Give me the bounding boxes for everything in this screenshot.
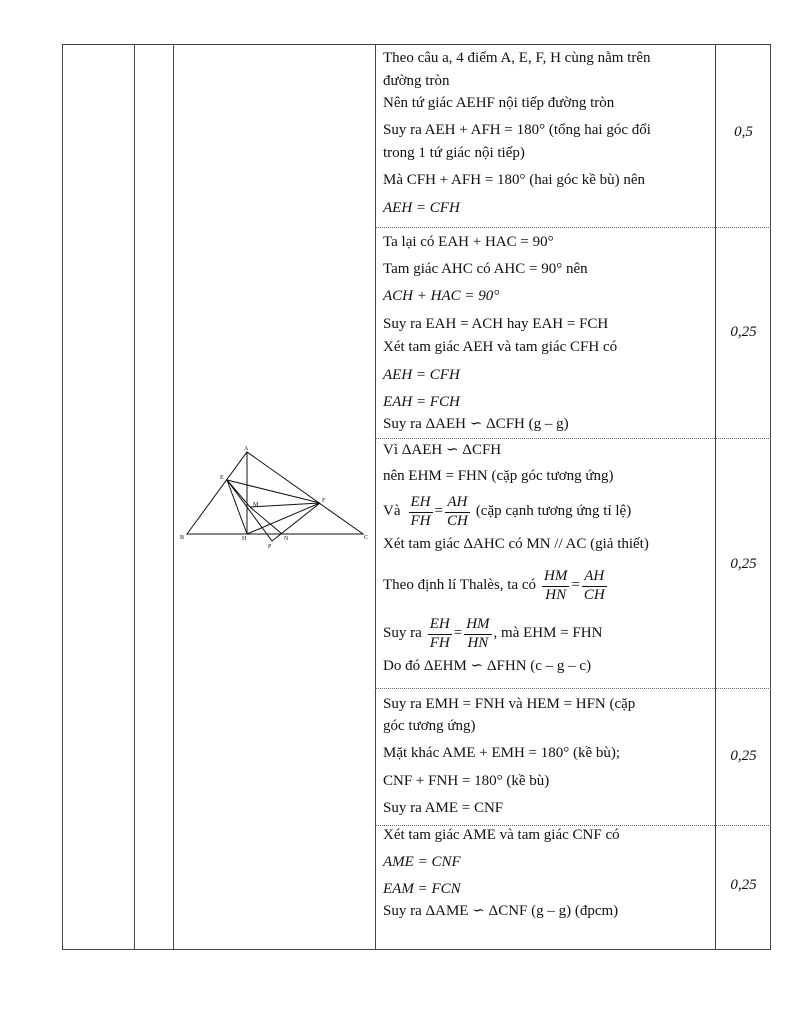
column-divider — [173, 44, 174, 950]
text-line: Suy ra ΔAEH ∽ ΔCFH (g – g) — [383, 416, 569, 432]
score-row-4: 0,25 — [730, 748, 757, 764]
text-line: Suy ra EAH = ACH hay EAH = FCH — [383, 316, 609, 332]
score-row-1: 0,5 — [734, 124, 753, 140]
text-fragment: (cặp cạnh tương ứng tỉ lệ) — [475, 503, 632, 520]
numerator: AH — [582, 568, 607, 586]
fraction-hm-hn — [542, 568, 569, 604]
numerator: EH — [409, 494, 433, 512]
numerator: AH — [445, 494, 470, 512]
text-line: ACH + HAC = 90° — [383, 288, 500, 304]
label-p: P — [268, 544, 272, 550]
text-line: Tam giác AHC có AHC = 90° nên — [383, 261, 588, 277]
segment-pf — [272, 503, 320, 541]
denominator: FH — [410, 512, 431, 529]
row-separator — [375, 825, 771, 826]
text-line: Vì ΔAEH ∽ ΔCFH — [383, 442, 502, 458]
text-line: Do đó ΔEHM ∽ ΔFHN (c – g – c) — [383, 658, 592, 674]
row-separator — [375, 438, 771, 439]
text-line: Nên tứ giác AEHF nội tiếp đường tròn — [383, 95, 615, 111]
label-h: H — [242, 536, 247, 542]
table-border-bottom — [62, 949, 771, 950]
table-border-right — [770, 44, 771, 950]
column-divider — [715, 44, 716, 950]
text-fragment: Theo định lí Thalès, ta có — [383, 577, 537, 594]
fraction-ah-ch — [582, 568, 607, 604]
segment-ch — [250, 503, 320, 507]
text-line: góc tương ứng) — [383, 718, 476, 734]
text-line: AEH = CFH — [383, 367, 460, 383]
text-line: Theo câu a, 4 điểm A, E, F, H cùng nằm trên — [383, 50, 651, 66]
row-4-text — [383, 696, 711, 822]
denominator: HN — [467, 634, 489, 651]
equals-sign: = — [453, 625, 463, 642]
row-5-text — [383, 827, 711, 925]
text-line: Suy ra AME = CNF — [383, 800, 504, 816]
text-line: AEH = CFH — [383, 200, 460, 216]
column-divider — [134, 44, 135, 950]
numerator: EH — [428, 616, 452, 634]
text-line: Suy ra AEH + AFH = 180° (tổng hai góc đối — [383, 122, 651, 138]
denominator: CH — [583, 586, 605, 603]
denominator: HN — [545, 586, 567, 603]
text-line: trong 1 tứ giác nội tiếp) — [383, 145, 525, 161]
text-line: AME = CNF — [383, 854, 461, 870]
numerator: HM — [542, 568, 569, 586]
text-line: đường tròn — [383, 73, 450, 89]
score-row-3: 0,25 — [730, 556, 757, 572]
text-line: EAM = FCN — [383, 881, 461, 897]
text-line — [383, 562, 711, 610]
denominator: CH — [446, 512, 468, 529]
row-1-text — [383, 50, 711, 222]
text-line — [383, 488, 711, 536]
row-separator — [375, 227, 771, 228]
text-fragment: Và — [383, 503, 401, 520]
fraction-eh-fh — [428, 616, 452, 652]
fraction-hm-hn — [464, 616, 491, 652]
text-line: Suy ra ΔAME ∽ ΔCNF (g – g) (đpcm) — [383, 903, 619, 919]
row-3-text — [383, 442, 711, 684]
text-line — [383, 610, 711, 658]
row-2-text — [383, 234, 711, 436]
text-line: Xét tam giác ΔAHC có MN // AC (giả thiết) — [383, 536, 649, 552]
triangle-figure — [180, 446, 370, 556]
label-e: E — [220, 475, 224, 481]
numerator: HM — [464, 616, 491, 634]
label-f: F — [322, 498, 326, 504]
label-m: M — [253, 502, 259, 508]
text-line: Mặt khác AME + EMH = 180° (kề bù); — [383, 745, 621, 761]
row-separator — [375, 688, 771, 689]
text-line: Mà CFH + AFH = 180° (hai góc kề bù) nên — [383, 172, 646, 188]
text-line: EAH = FCH — [383, 394, 460, 410]
label-n: N — [284, 536, 289, 542]
denominator: FH — [429, 634, 450, 651]
segment-eh — [227, 480, 247, 534]
text-line: Xét tam giác AME và tam giác CNF có — [383, 827, 620, 843]
answer-table — [62, 44, 771, 950]
table-border-left — [62, 44, 63, 950]
column-divider — [375, 44, 376, 950]
text-line: Xét tam giác AEH và tam giác CFH có — [383, 339, 618, 355]
text-line: CNF + FNH = 180° (kề bù) — [383, 773, 550, 789]
equals-sign: = — [434, 503, 443, 520]
segment-mn — [250, 507, 282, 534]
text-line: nên EHM = FHN (cặp góc tương ứng) — [383, 468, 614, 484]
text-line: Ta lại có EAH + HAC = 90° — [383, 234, 554, 250]
label-a: A — [244, 446, 249, 452]
fraction-ah-ch — [445, 494, 470, 530]
score-row-2: 0,25 — [730, 324, 757, 340]
text-line: Suy ra EMH = FNH và HEM = HFN (cặp — [383, 696, 636, 712]
table-border-top — [62, 44, 771, 45]
label-c: C — [364, 535, 369, 541]
text-fragment: , mà EHM = FHN — [493, 625, 603, 642]
equals-sign: = — [571, 577, 580, 594]
label-b: B — [180, 535, 185, 541]
text-fragment: Suy ra — [383, 625, 422, 642]
fraction-eh-fh — [409, 494, 433, 530]
score-row-5: 0,25 — [730, 877, 757, 893]
